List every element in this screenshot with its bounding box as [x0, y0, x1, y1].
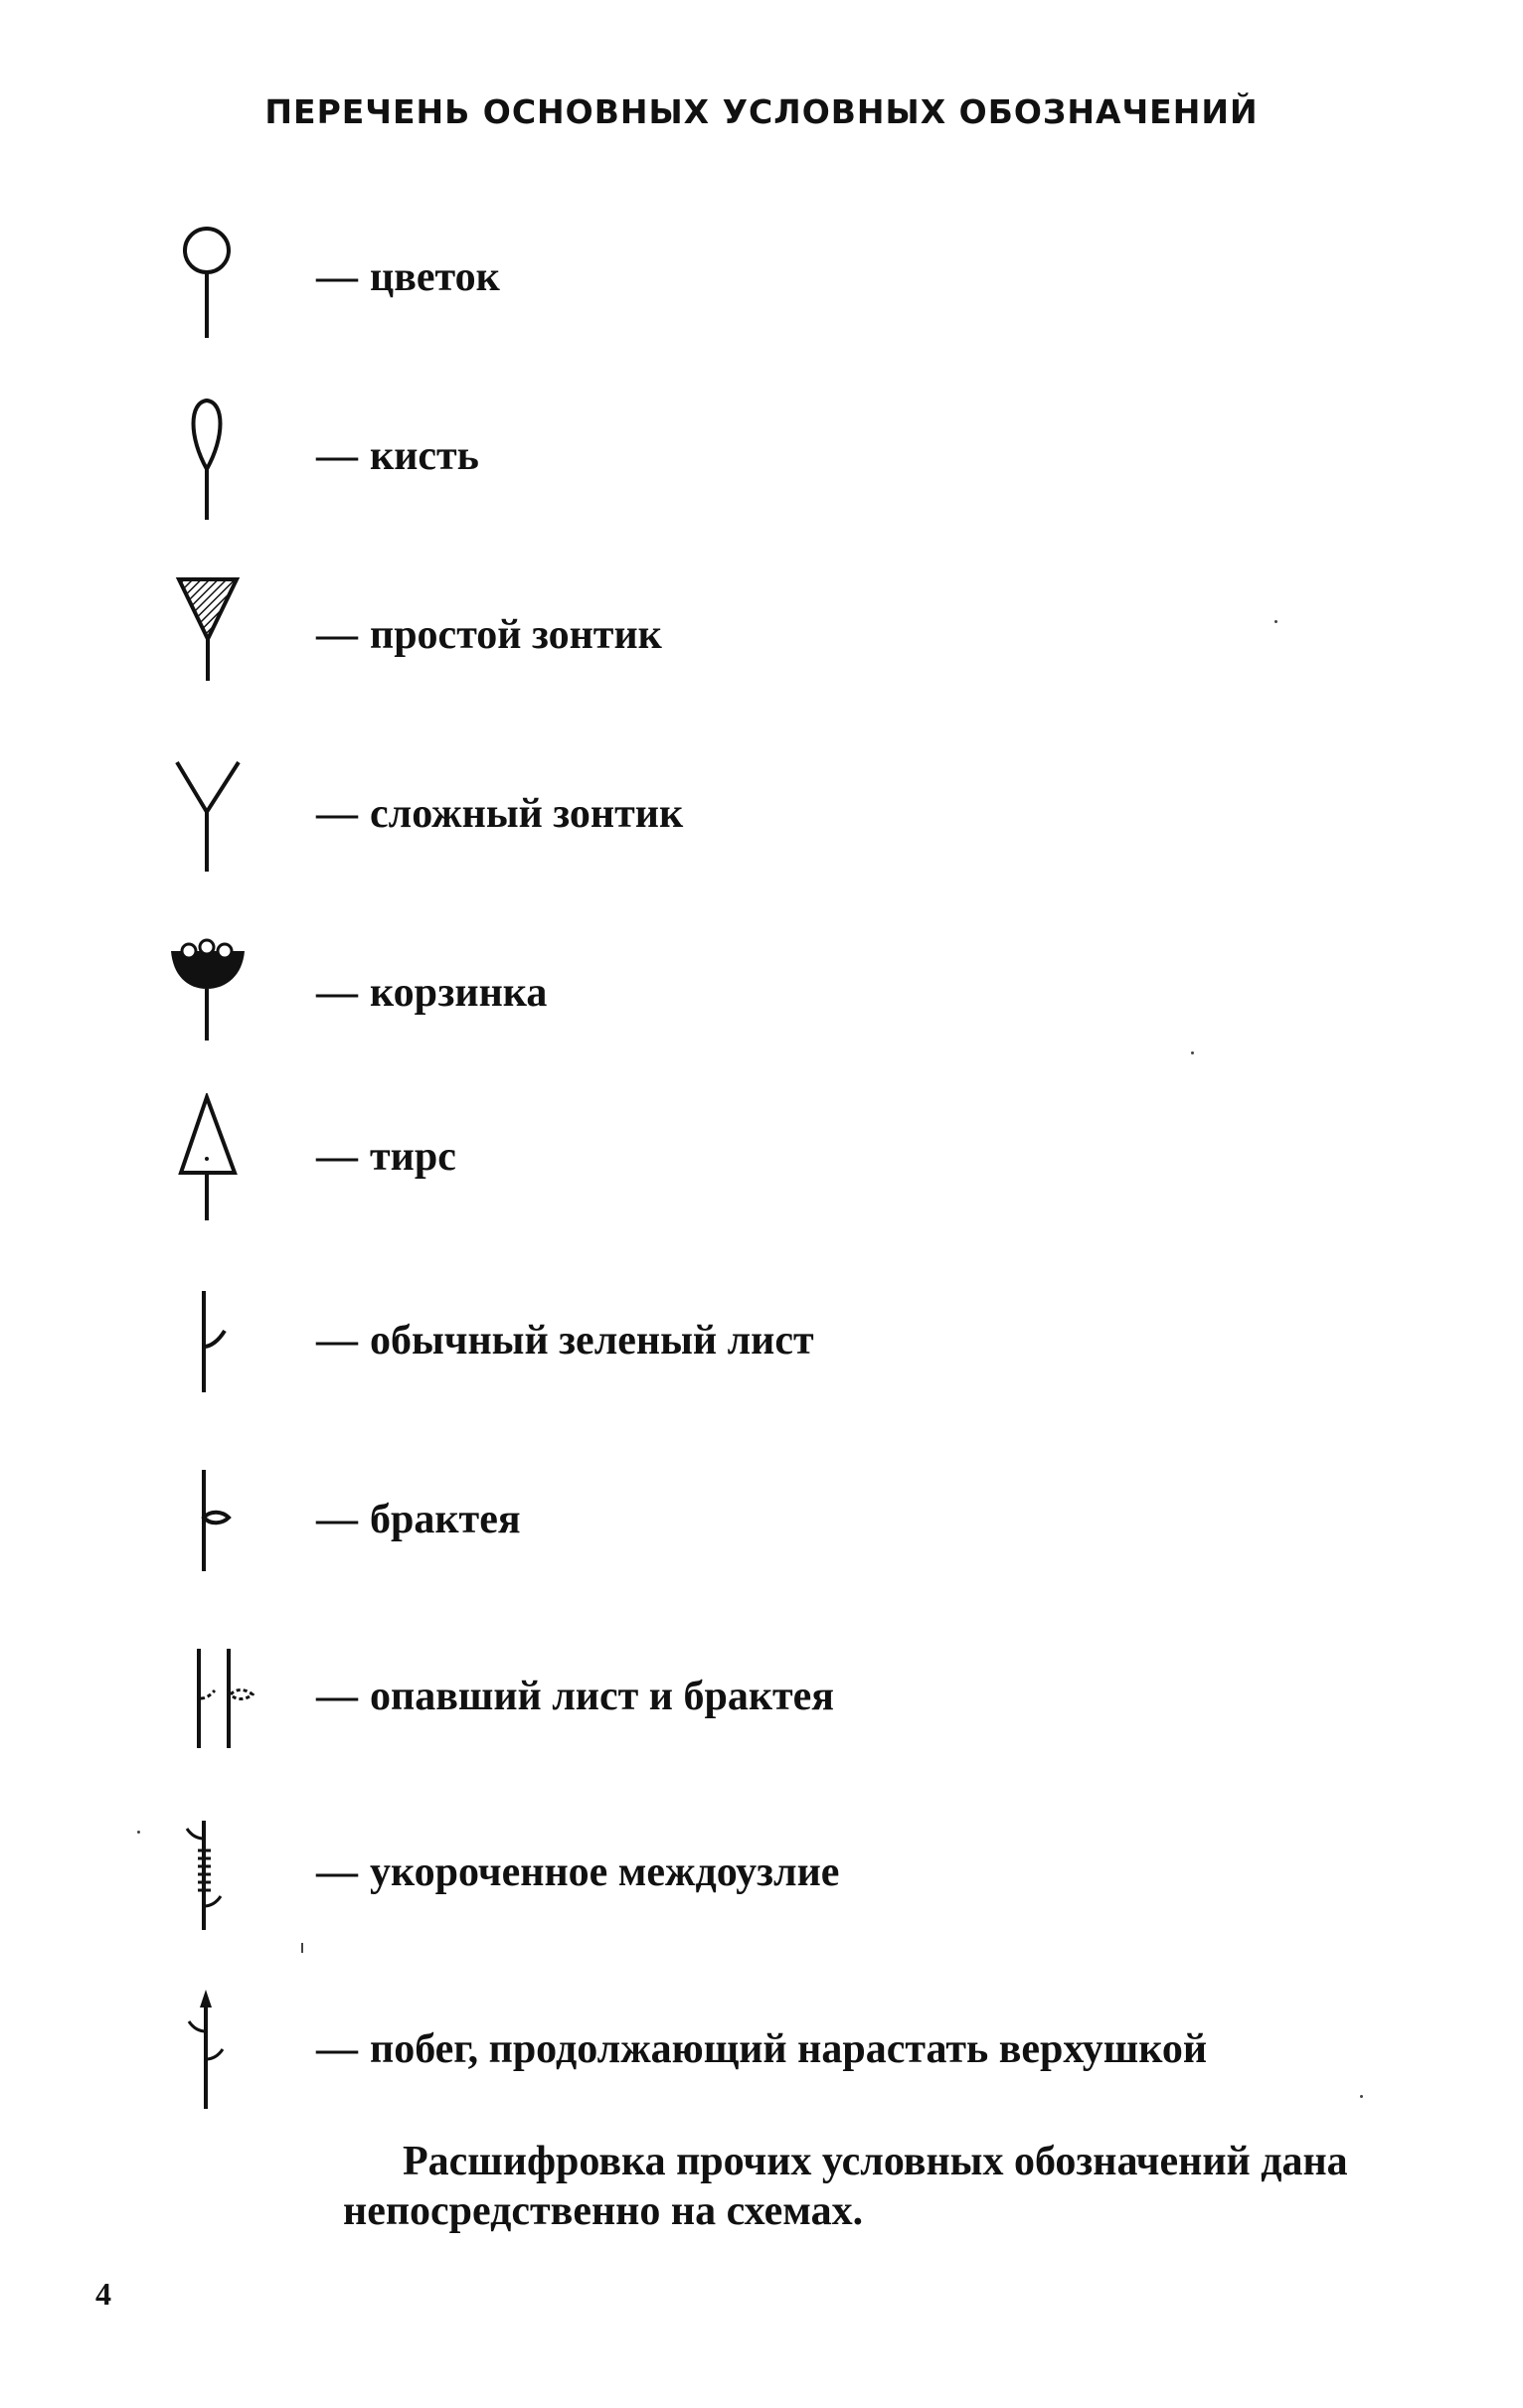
green-leaf-icon: [149, 1277, 268, 1406]
legend-row-growing-shoot: [0, 1986, 1523, 2115]
thyrse-icon: [149, 1093, 268, 1222]
legend-row-simple-umbel: [0, 571, 1523, 701]
legend-row-shortened-internode: [0, 1809, 1523, 1938]
legend-row-raceme: [0, 393, 1523, 522]
legend-label: — цветок: [316, 254, 500, 300]
simple-umbel-icon: [149, 571, 268, 701]
flower-icon: [149, 214, 268, 343]
page-title: ПЕРЕЧЕНЬ ОСНОВНЫХ УСЛОВНЫХ ОБОЗНАЧЕНИЙ: [264, 92, 1259, 131]
legend-label: — обычный зеленый лист: [316, 1318, 814, 1364]
scan-speck: [1274, 620, 1277, 623]
scan-speck: [1191, 1051, 1194, 1054]
legend-row-green-leaf: [0, 1277, 1523, 1406]
legend-label: — брактея: [316, 1497, 521, 1542]
raceme-icon: [149, 393, 268, 522]
legend-label: — корзинка: [316, 970, 548, 1016]
legend-label: — побег, продолжающий нарастать верхушкой: [316, 2026, 1208, 2072]
page-number: 4: [95, 2276, 111, 2312]
basket-icon: [149, 929, 268, 1058]
growing-shoot-icon: [149, 1986, 268, 2115]
legend-label: — укороченное междоузлие: [316, 1849, 840, 1895]
legend-row-bract: [0, 1456, 1523, 1585]
legend-label: — кисть: [316, 433, 479, 479]
footnote-paragraph: Расшифровка прочих условных обозначений дана непосредственно на схемах.: [343, 2139, 1348, 2234]
legend-label: — опавший лист и брактея: [316, 1674, 835, 1719]
legend-row-compound-umbel: [0, 750, 1523, 880]
legend-label: — простой зонтик: [316, 612, 662, 658]
legend-row-thyrse: [0, 1093, 1523, 1222]
scan-speck: [301, 1943, 303, 1953]
compound-umbel-icon: [149, 750, 268, 880]
legend-label: — тирс: [316, 1134, 456, 1180]
shortened-internode-icon: [149, 1809, 268, 1938]
bract-icon: [149, 1456, 268, 1585]
legend-row-basket: [0, 929, 1523, 1058]
legend-row-fallen-leaf-and-bract: [0, 1633, 1523, 1762]
scan-speck: [137, 1831, 140, 1834]
legend-label: — сложный зонтик: [316, 791, 684, 837]
scan-speck: [1360, 2095, 1363, 2098]
legend-row-flower: [0, 214, 1523, 343]
fallen-leaf-and-bract-icon: [149, 1633, 268, 1762]
